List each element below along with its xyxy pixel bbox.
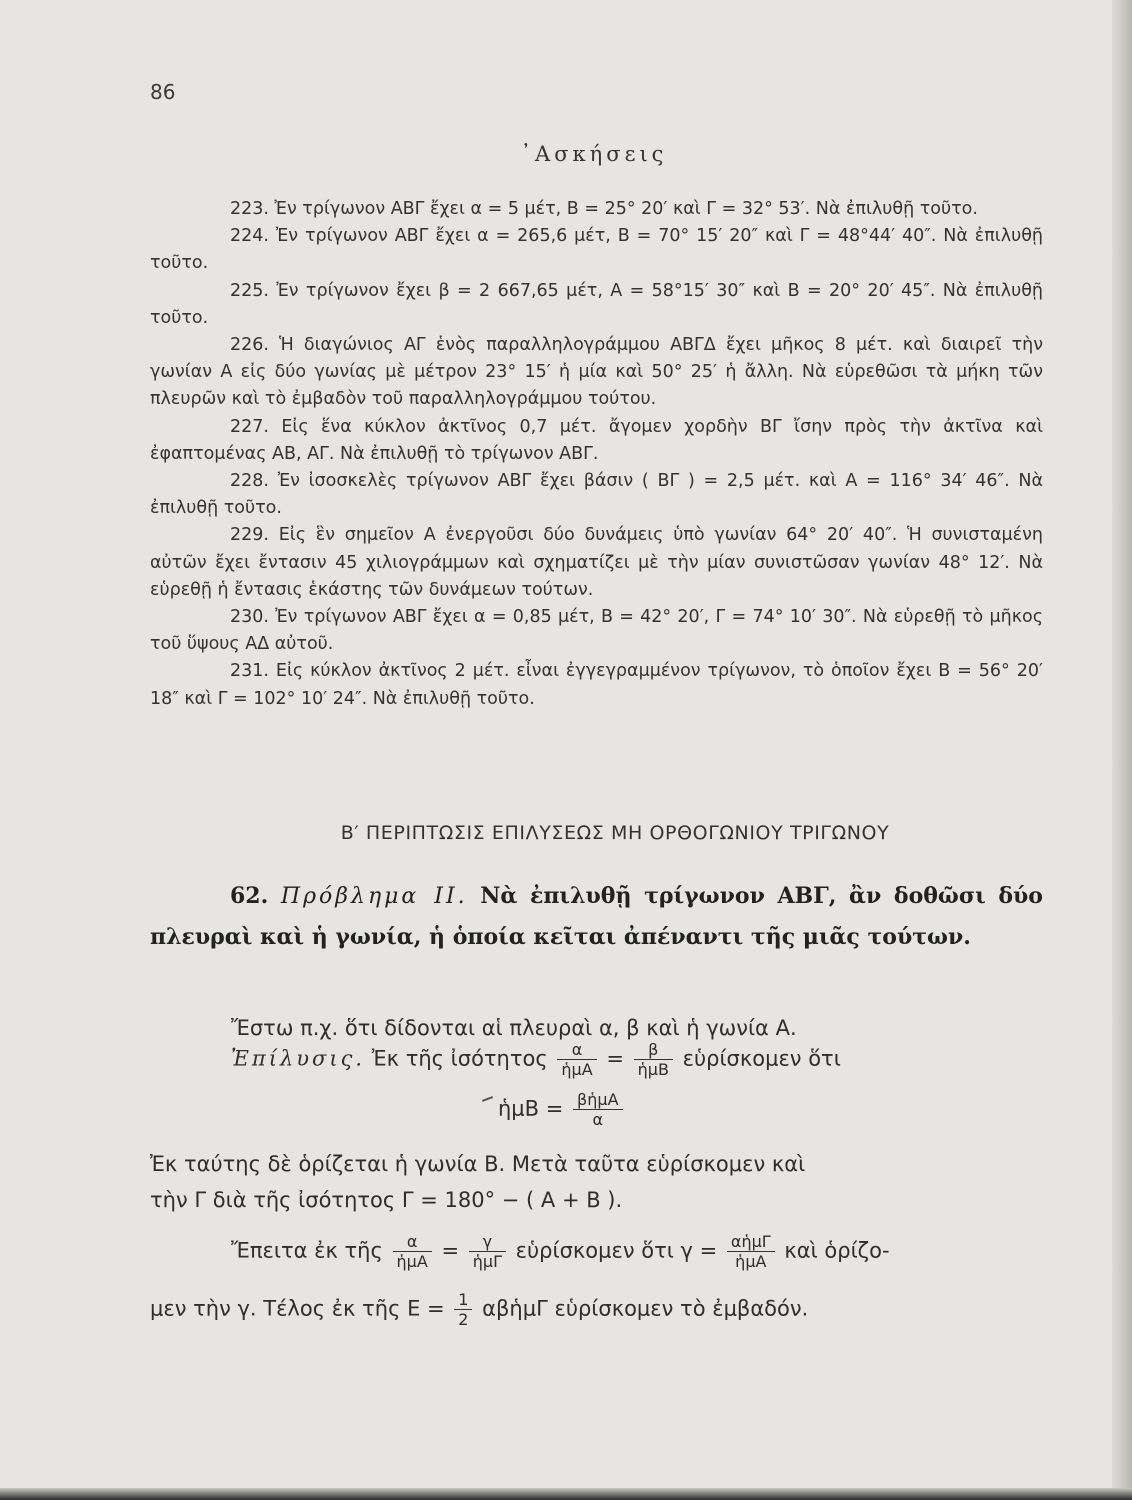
solution-after: εὑρίσκομεν ὅτι xyxy=(682,1046,841,1071)
exercise-224: 224. Ἐν τρίγωνον ΑΒΓ ἔχει α = 265,6 μέτ, Β = 70° 15′ 20″ καὶ Γ = 48°44′ 40″. Νὰ ἐπιλυθῇ τοῦτο. xyxy=(150,226,1043,274)
fraction-a-over-sinA: $\frac{\alpha}{\text{ἡμΑ}}$ xyxy=(557,1040,596,1079)
problem-text: Νὰ ἐπιλυθῇ τρίγωνον ΑΒΓ, ἂν δοθῶσι δύο πλευραὶ καὶ ἡ γωνία, ἡ ὁποία κεῖται ἀπέναντι τῆς μιᾶς τούτων. xyxy=(150,883,1043,950)
area-line: μεν τὴν γ. Τέλος ἐκ τῆς Ε = $\frac{1}{2}$ αβἡμΓ εὑρίσκομεν τὸ ἐμβαδόν. xyxy=(150,1290,809,1329)
given-sentence: Ἔστω π.χ. ὅτι δίδονται αἱ πλευραὶ α, β καὶ ἡ γωνία Α. xyxy=(231,1016,797,1040)
equals-sign: = xyxy=(606,1046,624,1071)
page-edge-bottom xyxy=(0,1488,1132,1500)
problem-label: Πρόβλημα ΙΙ. xyxy=(280,884,468,909)
fraction-asinC-over-sinA: $\frac{\text{αἡμΓ}}{\text{ἡμΑ}}$ xyxy=(727,1232,775,1271)
solution-intro: Ἐκ τῆς ἰσότητος xyxy=(371,1046,548,1071)
fraction-g-over-sinC: $\frac{\gamma}{\text{ἡμΓ}}$ xyxy=(469,1232,506,1271)
exercise-229: 229. Εἰς ἓν σημεῖον Α ἐνεργοῦσι δύο δυνάμεις ὑπὸ γωνίαν 64° 20′ 40″. Ἡ συνισταμένη αὐτῶν ἔχει ἔντασιν 45 χιλιογράμμων καὶ σχηματίζει μὲ τὴν μίαν συνιστῶσαν γωνίαν 48° 12′. Νὰ εὑρεθῇ ἡ ἔντασις ἑκάστης τῶν δυνάμεων τούτων. xyxy=(150,525,1043,600)
problem-62 xyxy=(150,876,1043,957)
gamma-line: Ἔπειτα ἐκ τῆς $\frac{\alpha}{\text{ἡμΑ}}$ = $\frac{\gamma}{\text{ἡμΓ}}$ εὑρίσκομεν ὅτι γ = $\frac{\text{αἡμΓ}}{\text{ἡμΑ}}$ καὶ ὁρίζο- xyxy=(231,1232,890,1271)
problem-number: 62. xyxy=(230,883,269,909)
solution-label: Ἐπίλυσις. xyxy=(231,1046,366,1071)
fraction-b-over-sinB: $\frac{\beta}{\text{ἡμΒ}}$ xyxy=(634,1040,673,1079)
section-title: Β′ ΠΕΡΙΠΤΩΣΙΣ ΕΠΙΛΥΣΕΩΣ ΜΗ ΟΡΘΟΓΩΝΙΟΥ ΤΡΙΓΩΝΟΥ xyxy=(340,822,890,844)
solution-line xyxy=(231,1040,841,1079)
exercise-231: 231. Εἰς κύκλον ἀκτῖνος 2 μέτ. εἶναι ἐγγεγραμμένον τρίγωνον, τὸ ὁποῖον ἔχει Β = 56° 20′ 18″ καὶ Γ = 102° 10′ 24″. Νὰ ἐπιλυθῇ τοῦτο. xyxy=(150,661,1043,709)
page-number: 86 xyxy=(150,80,176,104)
exercise-list xyxy=(150,196,1043,713)
print-mark xyxy=(482,1096,493,1102)
exercise-228: 228. Ἐν ἰσοσκελὲς τρίγωνον ΑΒΓ ἔχει βάσιν ( ΒΓ ) = 2,5 μέτ. καὶ Α = 116° 34′ 46″. Νὰ ἐπιλυθῇ τοῦτο. xyxy=(150,471,1043,519)
angle-B-sentence: Ἐκ ταύτης δὲ ὁρίζεται ἡ γωνία Β. Μετὰ ταῦτα εὑρίσκομεν καὶ xyxy=(150,1152,806,1176)
fraction-bsinA-over-a: $\frac{\text{βἡμΑ}}{\alpha}$ xyxy=(573,1090,622,1129)
exercise-225: 225. Ἐν τρίγωνον ἔχει β = 2 667,65 μέτ, Α = 58°15′ 30″ καὶ Β = 20° 20′ 45″. Νὰ ἐπιλυθῇ τοῦτο. xyxy=(150,280,1043,328)
fraction-one-half: $\frac{1}{2}$ xyxy=(454,1290,472,1329)
exercise-223: 223. Ἐν τρίγωνον ΑΒΓ ἔχει α = 5 μέτ, Β = 25° 20′ καὶ Γ = 32° 53′. Νὰ ἐπιλυθῇ τοῦτο. xyxy=(230,199,978,219)
exercise-227: 227. Εἰς ἕνα κύκλον ἀκτῖνος 0,7 μέτ. ἄγομεν χορδὴν ΒΓ ἴσην πρὸς τὴν ἀκτῖνα καὶ ἐφαπτομένας ΑΒ, ΑΓ. Νὰ ἐπιλυθῇ τὸ τρίγωνον ΑΒΓ. xyxy=(150,416,1043,464)
angle-C-sentence: τὴν Γ διὰ τῆς ἰσότητος Γ = 180° − ( Α + Β ). xyxy=(150,1188,623,1212)
fraction-a-over-sinA-2: $\frac{\alpha}{\text{ἡμΑ}}$ xyxy=(393,1232,432,1271)
formula-sinB: ἡμΒ = $\frac{\text{βἡμΑ}}{\alpha}$ xyxy=(498,1090,626,1129)
exercise-230: 230. Ἐν τρίγωνον ΑΒΓ ἔχει α = 0,85 μέτ, Β = 42° 20′, Γ = 74° 10′ 30″. Νὰ εὑρεθῇ τὸ μῆκος τοῦ ὕψους ΑΔ αὐτοῦ. xyxy=(150,607,1043,655)
exercises-heading: ᾿Ασκήσεις xyxy=(520,142,668,166)
page-edge-right xyxy=(1112,0,1132,1500)
exercise-226: 226. Ἡ διαγώνιος ΑΓ ἑνὸς παραλληλογράμμου ΑΒΓΔ ἔχει μῆκος 8 μέτ. καὶ διαιρεῖ τὴν γωνίαν Α εἰς δύο γωνίας μὲ μέτρον 23° 15′ ἡ μία καὶ 50° 25′ ἡ ἄλλη. Νὰ εὑρεθῶσι τὰ μήκη τῶν πλευρῶν καὶ τὸ ἐμβαδὸν τοῦ παραλληλογράμμου τούτου. xyxy=(150,335,1043,410)
